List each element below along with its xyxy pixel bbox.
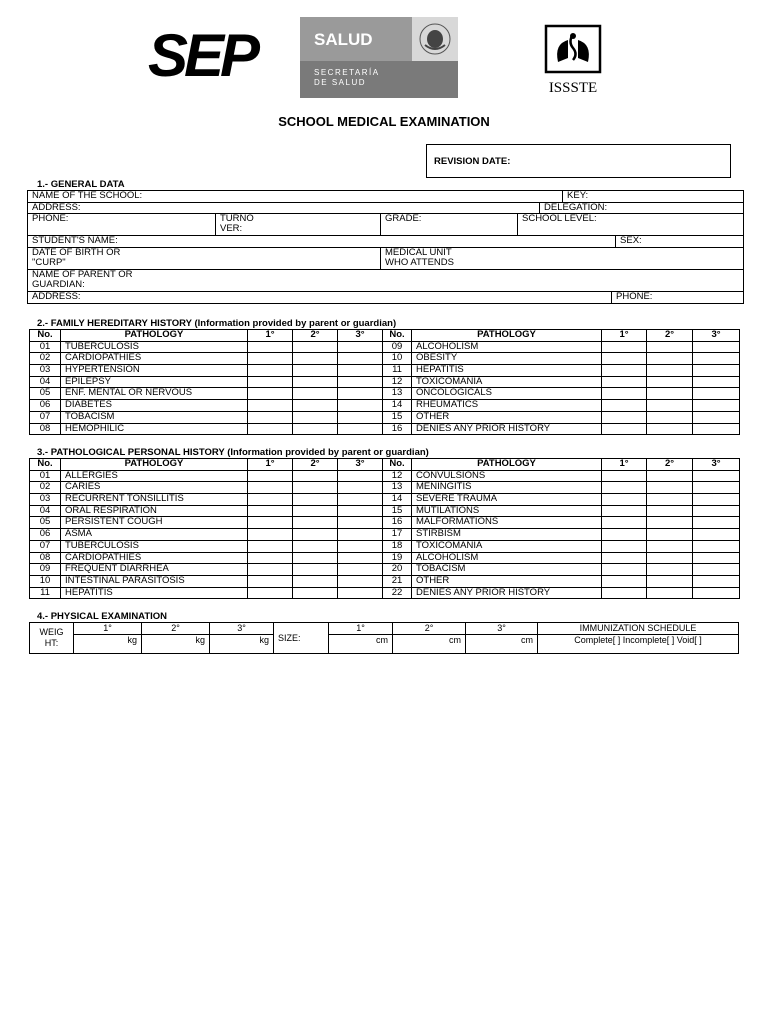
personal-degree-checkbox[interactable] [293, 587, 338, 599]
family-row-number: 06 [30, 400, 61, 412]
family-degree-checkbox[interactable] [647, 376, 693, 388]
family-pathology: ENF. MENTAL OR NERVOUS [61, 388, 248, 400]
personal-row-number: 07 [30, 540, 61, 552]
table-row [30, 353, 740, 365]
family-header-no: No. [383, 330, 412, 342]
personal-degree-checkbox[interactable] [647, 517, 693, 529]
table-row [30, 517, 740, 529]
revision-date-label: REVISION DATE: [434, 156, 511, 167]
table-row [30, 411, 740, 423]
personal-row-number: 09 [30, 564, 61, 576]
personal-degree-checkbox[interactable] [602, 587, 647, 599]
family-degree-checkbox[interactable] [293, 376, 338, 388]
family-row-number: 14 [383, 400, 412, 412]
dob-curp-field[interactable]: DATE OF BIRTH OR "CURP" [28, 248, 381, 270]
personal-history-heading: 3.- PATHOLOGICAL PERSONAL HISTORY (Information provided by parent or guardian) [37, 447, 429, 458]
personal-degree-checkbox[interactable] [693, 540, 740, 552]
family-row-number: 08 [30, 423, 61, 435]
personal-header-pathology: PATHOLOGY [61, 459, 248, 471]
personal-pathology: CARIES [61, 482, 248, 494]
family-pathology: EPILEPSY [61, 376, 248, 388]
personal-row-number: 15 [383, 505, 412, 517]
personal-degree-checkbox[interactable] [293, 494, 338, 506]
personal-degree-checkbox[interactable] [693, 517, 740, 529]
sep-logo [148, 20, 257, 89]
personal-degree-checkbox[interactable] [602, 575, 647, 587]
family-degree-checkbox[interactable] [248, 400, 293, 412]
personal-pathology: FREQUENT DIARRHEA [61, 564, 248, 576]
table-row [30, 400, 740, 412]
medical-unit-field[interactable]: MEDICAL UNIT WHO ATTENDS [381, 248, 744, 270]
personal-degree-checkbox[interactable] [602, 540, 647, 552]
family-row-number: 11 [383, 365, 412, 377]
size-1-field[interactable]: cm [329, 634, 393, 653]
family-degree-checkbox[interactable] [602, 400, 647, 412]
personal-degree-checkbox[interactable] [248, 564, 293, 576]
personal-degree-checkbox[interactable] [647, 587, 693, 599]
family-degree-checkbox[interactable] [293, 353, 338, 365]
family-row-number: 10 [383, 353, 412, 365]
table-row [30, 388, 740, 400]
family-header-3rd: 3° [693, 330, 740, 342]
personal-degree-checkbox[interactable] [693, 470, 740, 482]
family-degree-checkbox[interactable] [693, 388, 740, 400]
personal-header-1st: 1° [602, 459, 647, 471]
personal-degree-checkbox[interactable] [647, 540, 693, 552]
personal-degree-checkbox[interactable] [293, 529, 338, 541]
personal-degree-checkbox[interactable] [602, 564, 647, 576]
size-label: SIZE: [274, 623, 329, 654]
family-pathology: HEMOPHILIC [61, 423, 248, 435]
personal-row-number: 06 [30, 529, 61, 541]
size-2-field[interactable]: cm [393, 634, 466, 653]
family-degree-checkbox[interactable] [338, 411, 383, 423]
personal-pathology: MUTILATIONS [412, 505, 602, 517]
school-name-field[interactable]: NAME OF THE SCHOOL: [28, 191, 563, 203]
family-header-1st: 1° [602, 330, 647, 342]
personal-header-2nd: 2° [293, 459, 338, 471]
personal-degree-checkbox[interactable] [338, 575, 383, 587]
family-degree-checkbox[interactable] [647, 423, 693, 435]
address-field[interactable]: ADDRESS: [28, 202, 540, 214]
family-header-no: No. [30, 330, 61, 342]
personal-degree-checkbox[interactable] [248, 540, 293, 552]
family-degree-checkbox[interactable] [248, 423, 293, 435]
personal-row-number: 08 [30, 552, 61, 564]
personal-degree-checkbox[interactable] [293, 575, 338, 587]
family-pathology: HEPATITIS [412, 365, 602, 377]
personal-pathology: CONVULSIONS [412, 470, 602, 482]
personal-degree-checkbox[interactable] [693, 505, 740, 517]
size-2-header: 2° [393, 623, 466, 635]
personal-row-number: 19 [383, 552, 412, 564]
personal-degree-checkbox[interactable] [293, 470, 338, 482]
personal-degree-checkbox[interactable] [338, 540, 383, 552]
table-row [30, 365, 740, 377]
family-degree-checkbox[interactable] [647, 353, 693, 365]
grade-field[interactable]: GRADE: [381, 214, 518, 236]
personal-pathology: TOBACISM [412, 564, 602, 576]
family-header-2nd: 2° [647, 330, 693, 342]
table-row [30, 552, 740, 564]
personal-header-2nd: 2° [647, 459, 693, 471]
personal-row-number: 20 [383, 564, 412, 576]
personal-degree-checkbox[interactable] [293, 564, 338, 576]
issste-text: ISSSTE [548, 80, 598, 96]
family-header-row [30, 330, 740, 342]
personal-degree-checkbox[interactable] [693, 529, 740, 541]
family-header-pathology: PATHOLOGY [412, 330, 602, 342]
personal-degree-checkbox[interactable] [647, 482, 693, 494]
personal-degree-checkbox[interactable] [248, 517, 293, 529]
family-degree-checkbox[interactable] [248, 353, 293, 365]
personal-degree-checkbox[interactable] [338, 564, 383, 576]
physical-exam-table [29, 622, 739, 654]
personal-pathology: MENINGITIS [412, 482, 602, 494]
form-title: SCHOOL MEDICAL EXAMINATION [278, 114, 490, 129]
personal-row-number: 21 [383, 575, 412, 587]
family-row-number: 15 [383, 411, 412, 423]
personal-row-number: 02 [30, 482, 61, 494]
personal-row-number: 12 [383, 470, 412, 482]
delegation-field[interactable]: DELEGATION: [540, 202, 744, 214]
personal-degree-checkbox[interactable] [602, 552, 647, 564]
personal-degree-checkbox[interactable] [647, 494, 693, 506]
student-name-field[interactable]: STUDENT'S NAME: [28, 236, 616, 248]
personal-pathology: HEPATITIS [61, 587, 248, 599]
personal-degree-checkbox[interactable] [602, 517, 647, 529]
family-degree-checkbox[interactable] [293, 400, 338, 412]
table-row [30, 494, 740, 506]
personal-degree-checkbox[interactable] [693, 564, 740, 576]
personal-row-number: 11 [30, 587, 61, 599]
personal-degree-checkbox[interactable] [647, 564, 693, 576]
personal-header-no: No. [383, 459, 412, 471]
table-row [30, 341, 740, 353]
table-row [30, 423, 740, 435]
personal-header-1st: 1° [248, 459, 293, 471]
table-row [30, 540, 740, 552]
personal-degree-checkbox[interactable] [338, 529, 383, 541]
personal-header-3rd: 3° [338, 459, 383, 471]
weight-1-field[interactable]: kg [74, 634, 142, 653]
personal-degree-checkbox[interactable] [647, 529, 693, 541]
personal-pathology: SEVERE TRAUMA [412, 494, 602, 506]
salud-sub2: DE SALUD [314, 78, 367, 87]
table-row [30, 529, 740, 541]
personal-header-pathology: PATHOLOGY [412, 459, 602, 471]
family-degree-checkbox[interactable] [602, 341, 647, 353]
family-row-number: 02 [30, 353, 61, 365]
family-pathology: TOBACISM [61, 411, 248, 423]
personal-pathology: TUBERCULOSIS [61, 540, 248, 552]
family-degree-checkbox[interactable] [647, 365, 693, 377]
family-degree-checkbox[interactable] [602, 376, 647, 388]
family-degree-checkbox[interactable] [338, 376, 383, 388]
personal-pathology: PERSISTENT COUGH [61, 517, 248, 529]
family-degree-checkbox[interactable] [293, 341, 338, 353]
personal-degree-checkbox[interactable] [248, 505, 293, 517]
personal-degree-checkbox[interactable] [602, 494, 647, 506]
family-degree-checkbox[interactable] [693, 365, 740, 377]
family-degree-checkbox[interactable] [693, 400, 740, 412]
turno-field[interactable]: TURNO VER: [216, 214, 381, 236]
personal-degree-checkbox[interactable] [248, 482, 293, 494]
personal-pathology: ALCOHOLISM [412, 552, 602, 564]
table-row [30, 575, 740, 587]
family-pathology: CARDIOPATHIES [61, 353, 248, 365]
personal-degree-checkbox[interactable] [293, 552, 338, 564]
family-header-3rd: 3° [338, 330, 383, 342]
size-3-field[interactable]: cm [466, 634, 538, 653]
personal-row-number: 03 [30, 494, 61, 506]
issste-logo [538, 24, 610, 96]
family-degree-checkbox[interactable] [647, 388, 693, 400]
personal-row-number: 16 [383, 517, 412, 529]
family-row-number: 13 [383, 388, 412, 400]
salud-sub1: SECRETARÍA [314, 68, 380, 77]
personal-degree-checkbox[interactable] [602, 470, 647, 482]
personal-degree-checkbox[interactable] [602, 505, 647, 517]
personal-pathology: STIRBISM [412, 529, 602, 541]
personal-pathology: ORAL RESPIRATION [61, 505, 248, 517]
personal-degree-checkbox[interactable] [248, 552, 293, 564]
family-pathology: DENIES ANY PRIOR HISTORY [412, 423, 602, 435]
personal-degree-checkbox[interactable] [647, 575, 693, 587]
family-degree-checkbox[interactable] [248, 388, 293, 400]
family-degree-checkbox[interactable] [602, 388, 647, 400]
family-degree-checkbox[interactable] [338, 341, 383, 353]
family-pathology: TOXICOMANIA [412, 376, 602, 388]
personal-degree-checkbox[interactable] [338, 505, 383, 517]
family-degree-checkbox[interactable] [693, 341, 740, 353]
family-header-pathology: PATHOLOGY [61, 330, 248, 342]
sep-logo-text: SEP [148, 22, 257, 89]
personal-pathology: ASMA [61, 529, 248, 541]
immunization-header: IMMUNIZATION SCHEDULE [538, 623, 739, 635]
family-degree-checkbox[interactable] [338, 353, 383, 365]
personal-degree-checkbox[interactable] [248, 470, 293, 482]
personal-degree-checkbox[interactable] [248, 494, 293, 506]
weight-2-field[interactable]: kg [142, 634, 210, 653]
personal-pathology: INTESTINAL PARASITOSIS [61, 575, 248, 587]
salud-logo [300, 17, 458, 98]
family-degree-checkbox[interactable] [338, 365, 383, 377]
personal-header-3rd: 3° [693, 459, 740, 471]
table-row [30, 376, 740, 388]
family-header-1st: 1° [248, 330, 293, 342]
personal-row-number: 14 [383, 494, 412, 506]
family-degree-checkbox[interactable] [647, 411, 693, 423]
personal-degree-checkbox[interactable] [602, 482, 647, 494]
personal-degree-checkbox[interactable] [248, 575, 293, 587]
personal-row-number: 17 [383, 529, 412, 541]
table-row [30, 482, 740, 494]
personal-row-number: 05 [30, 517, 61, 529]
personal-pathology: CARDIOPATHIES [61, 552, 248, 564]
personal-degree-checkbox[interactable] [293, 505, 338, 517]
sex-field[interactable]: SEX: [616, 236, 744, 248]
address2-field[interactable]: ADDRESS: [28, 292, 612, 304]
personal-pathology: MALFORMATIONS [412, 517, 602, 529]
family-degree-checkbox[interactable] [693, 353, 740, 365]
key-field[interactable]: KEY: [563, 191, 744, 203]
family-degree-checkbox[interactable] [602, 353, 647, 365]
personal-pathology: TOXICOMANIA [412, 540, 602, 552]
weight-label: WEIG HT: [30, 623, 74, 654]
family-degree-checkbox[interactable] [338, 423, 383, 435]
size-3-header: 3° [466, 623, 538, 635]
family-degree-checkbox[interactable] [248, 411, 293, 423]
family-degree-checkbox[interactable] [602, 365, 647, 377]
family-header-2nd: 2° [293, 330, 338, 342]
personal-degree-checkbox[interactable] [338, 470, 383, 482]
family-history-heading: 2.- FAMILY HEREDITARY HISTORY (Information provided by parent or guardian) [37, 318, 397, 329]
family-pathology: ALCOHOLISM [412, 341, 602, 353]
family-row-number: 07 [30, 411, 61, 423]
personal-row-number: 01 [30, 470, 61, 482]
personal-history-table [29, 458, 740, 599]
personal-degree-checkbox[interactable] [338, 482, 383, 494]
personal-degree-checkbox[interactable] [693, 482, 740, 494]
family-pathology: OBESITY [412, 353, 602, 365]
phone-field[interactable]: PHONE: [28, 214, 216, 236]
family-degree-checkbox[interactable] [602, 423, 647, 435]
personal-row-number: 18 [383, 540, 412, 552]
table-row [30, 564, 740, 576]
family-row-number: 05 [30, 388, 61, 400]
family-degree-checkbox[interactable] [293, 423, 338, 435]
personal-degree-checkbox[interactable] [693, 587, 740, 599]
family-degree-checkbox[interactable] [693, 376, 740, 388]
personal-pathology: RECURRENT TONSILLITIS [61, 494, 248, 506]
revision-date-field[interactable] [426, 144, 731, 178]
family-degree-checkbox[interactable] [693, 423, 740, 435]
family-degree-checkbox[interactable] [248, 341, 293, 353]
family-row-number: 12 [383, 376, 412, 388]
family-degree-checkbox[interactable] [338, 400, 383, 412]
personal-header-row [30, 459, 740, 471]
personal-pathology: ALLERGIES [61, 470, 248, 482]
personal-degree-checkbox[interactable] [293, 482, 338, 494]
personal-degree-checkbox[interactable] [248, 529, 293, 541]
family-degree-checkbox[interactable] [248, 365, 293, 377]
personal-row-number: 10 [30, 575, 61, 587]
general-data-table [27, 190, 744, 304]
personal-degree-checkbox[interactable] [338, 494, 383, 506]
personal-row-number: 13 [383, 482, 412, 494]
family-degree-checkbox[interactable] [647, 341, 693, 353]
personal-degree-checkbox[interactable] [693, 552, 740, 564]
size-1-header: 1° [329, 623, 393, 635]
weight-2-header: 2° [142, 623, 210, 635]
family-degree-checkbox[interactable] [647, 400, 693, 412]
salud-title: SALUD [314, 30, 373, 49]
family-degree-checkbox[interactable] [293, 388, 338, 400]
family-row-number: 04 [30, 376, 61, 388]
personal-pathology: OTHER [412, 575, 602, 587]
family-degree-checkbox[interactable] [693, 411, 740, 423]
phone2-field[interactable]: PHONE: [612, 292, 744, 304]
family-pathology: ONCOLOGICALS [412, 388, 602, 400]
personal-degree-checkbox[interactable] [338, 552, 383, 564]
weight-3-field[interactable]: kg [210, 634, 274, 653]
personal-pathology: DENIES ANY PRIOR HISTORY [412, 587, 602, 599]
physical-exam-heading: 4.- PHYSICAL EXAMINATION [37, 611, 168, 622]
personal-degree-checkbox[interactable] [338, 587, 383, 599]
personal-degree-checkbox[interactable] [647, 552, 693, 564]
family-degree-checkbox[interactable] [248, 376, 293, 388]
family-pathology: RHEUMATICS [412, 400, 602, 412]
parent-guardian-field[interactable]: NAME OF PARENT OR GUARDIAN: [28, 270, 744, 292]
personal-degree-checkbox[interactable] [693, 494, 740, 506]
table-row [30, 587, 740, 599]
personal-degree-checkbox[interactable] [248, 587, 293, 599]
table-row [30, 470, 740, 482]
personal-header-no: No. [30, 459, 61, 471]
family-degree-checkbox[interactable] [293, 411, 338, 423]
family-pathology: HYPERTENSION [61, 365, 248, 377]
weight-3-header: 3° [210, 623, 274, 635]
family-degree-checkbox[interactable] [602, 411, 647, 423]
weight-1-header: 1° [74, 623, 142, 635]
family-pathology: OTHER [412, 411, 602, 423]
personal-degree-checkbox[interactable] [647, 505, 693, 517]
family-row-number: 01 [30, 341, 61, 353]
personal-row-number: 22 [383, 587, 412, 599]
general-data-heading: 1.- GENERAL DATA [37, 179, 125, 190]
family-degree-checkbox[interactable] [338, 388, 383, 400]
table-row [30, 505, 740, 517]
personal-degree-checkbox[interactable] [293, 540, 338, 552]
family-pathology: DIABETES [61, 400, 248, 412]
family-history-table [29, 329, 740, 435]
family-pathology: TUBERCULOSIS [61, 341, 248, 353]
immunization-options[interactable]: Complete[ ] Incomplete[ ] Void[ ] [538, 634, 739, 653]
personal-degree-checkbox[interactable] [647, 470, 693, 482]
family-row-number: 09 [383, 341, 412, 353]
personal-row-number: 04 [30, 505, 61, 517]
personal-degree-checkbox[interactable] [338, 517, 383, 529]
personal-degree-checkbox[interactable] [293, 517, 338, 529]
family-row-number: 16 [383, 423, 412, 435]
personal-degree-checkbox[interactable] [693, 575, 740, 587]
personal-degree-checkbox[interactable] [602, 529, 647, 541]
family-degree-checkbox[interactable] [293, 365, 338, 377]
school-level-field[interactable]: SCHOOL LEVEL: [518, 214, 744, 236]
family-row-number: 03 [30, 365, 61, 377]
